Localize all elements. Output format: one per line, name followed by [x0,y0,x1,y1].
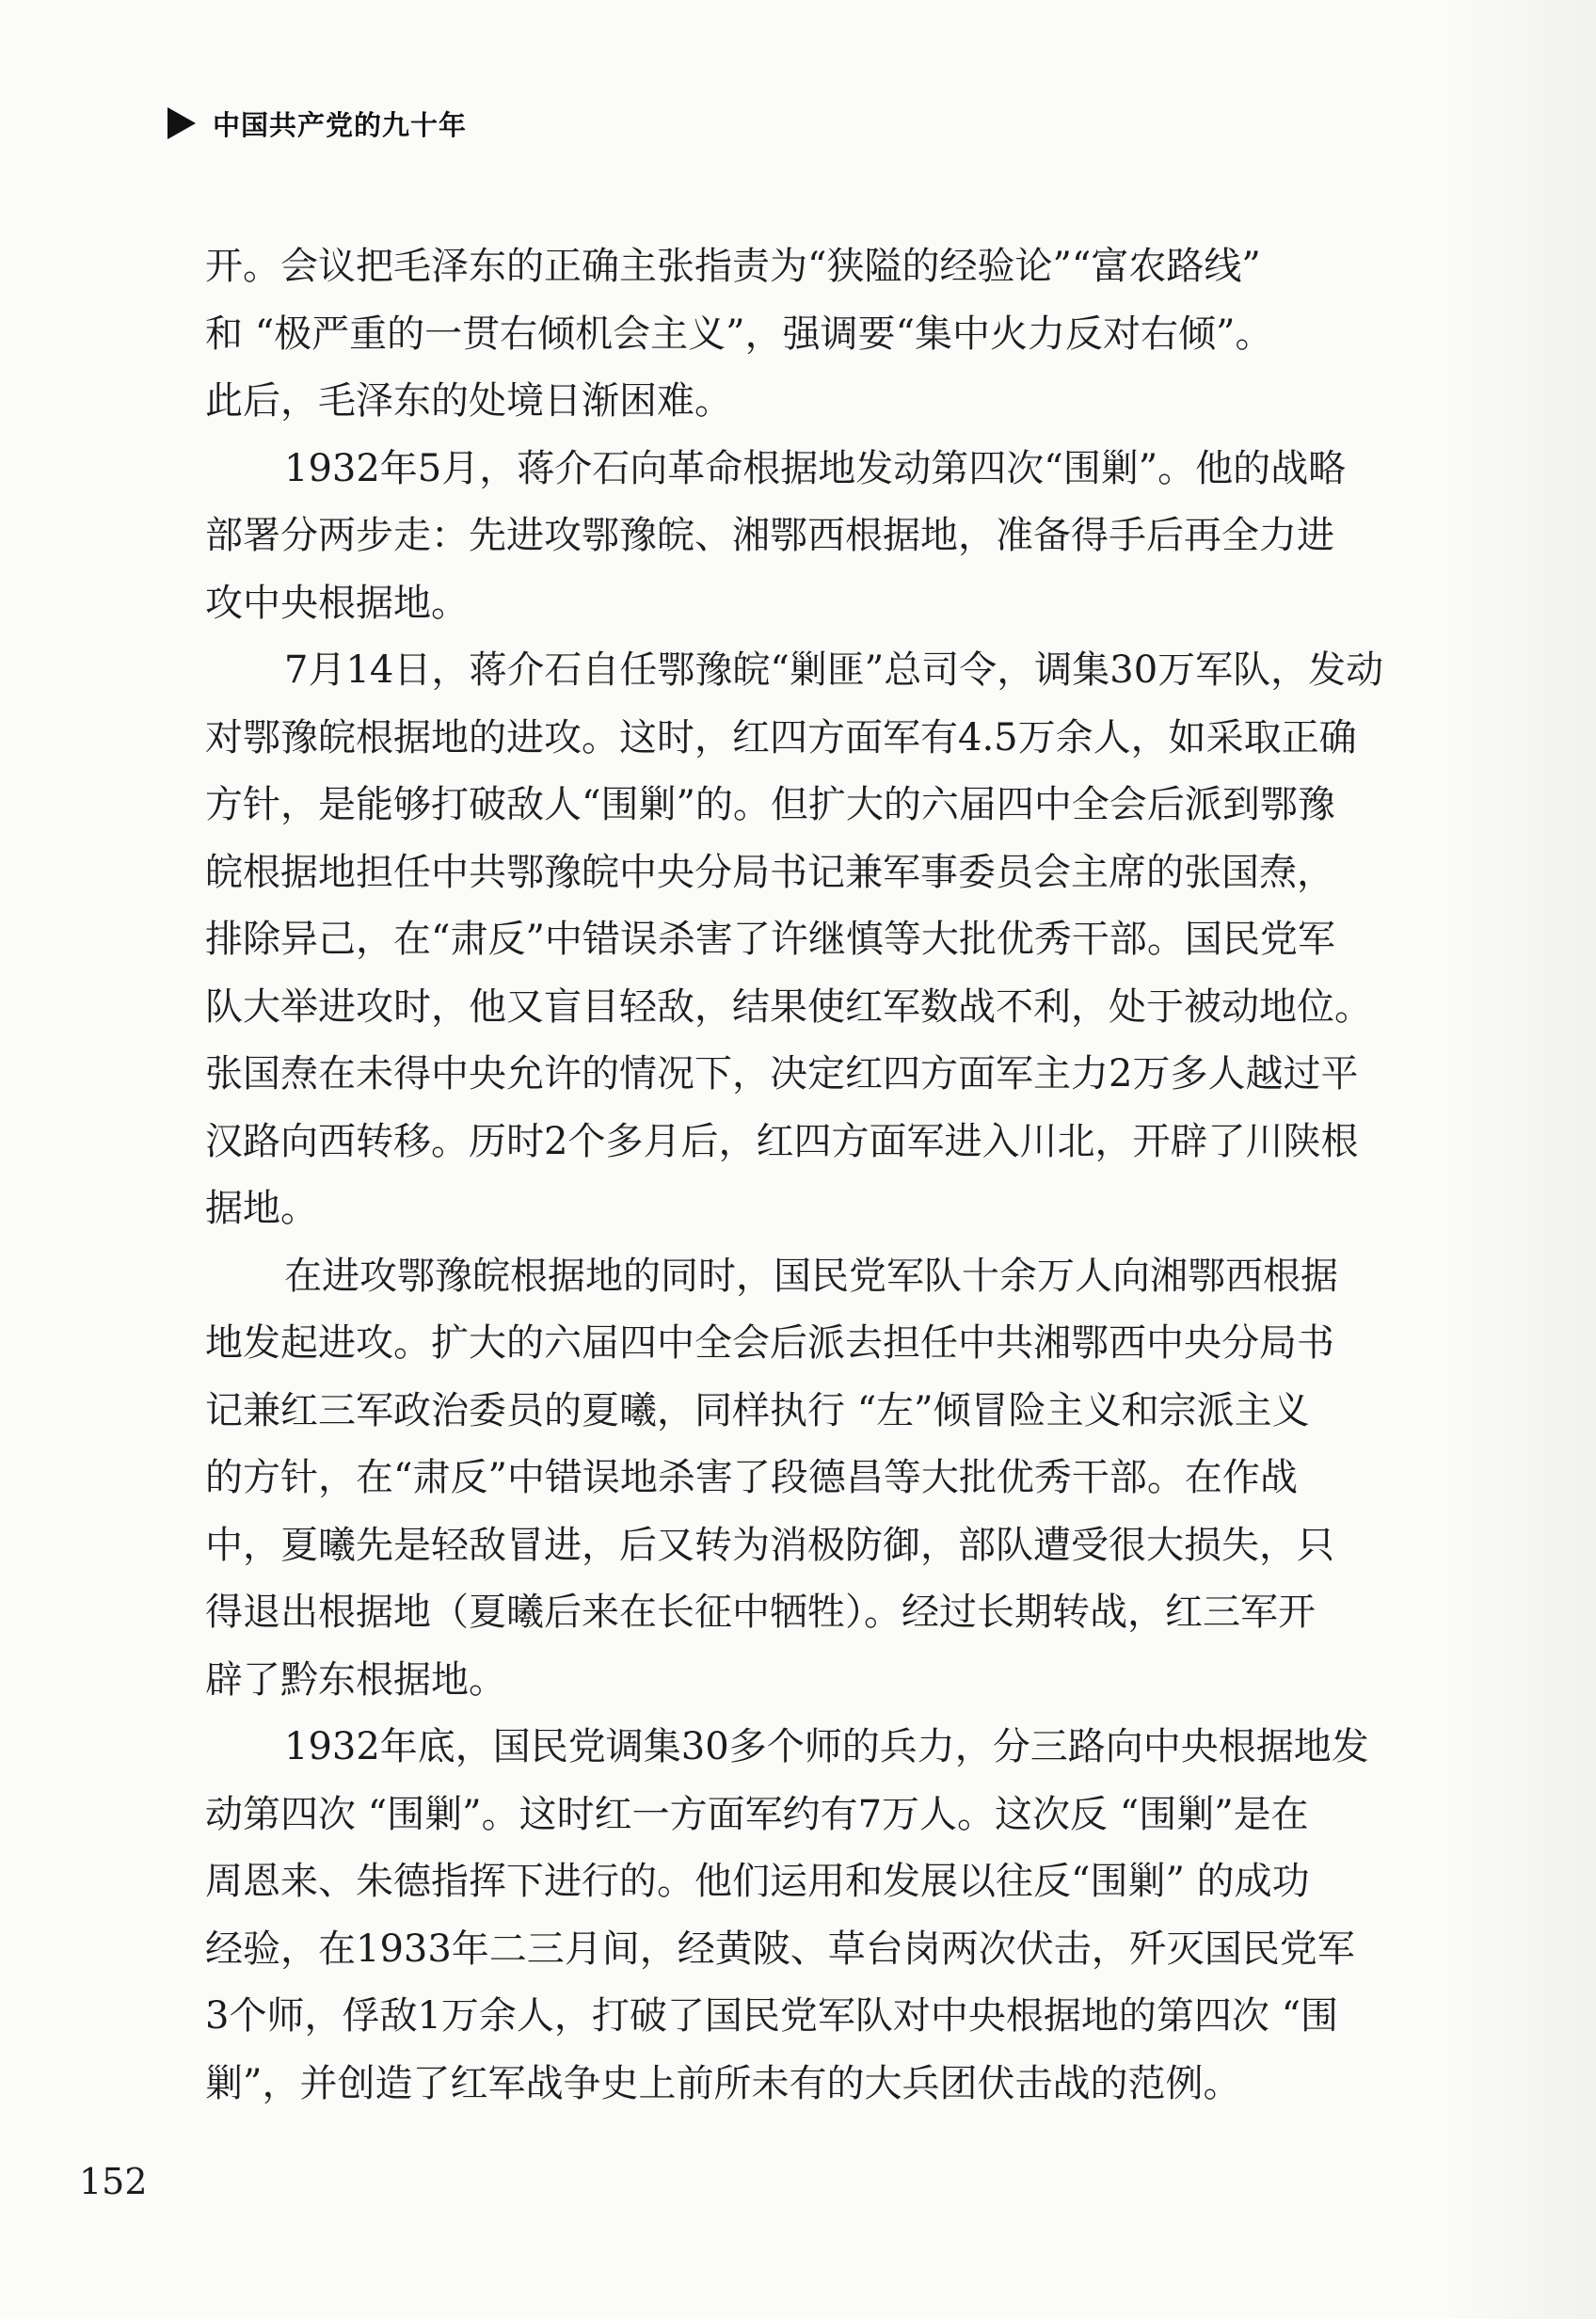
text-line: 得退出根据地（夏曦后来在长征中牺牲）。经过长期转战，红三军开 [205,1591,1316,1634]
running-header-title: 中国共产党的九十年 [213,108,468,141]
text-line: 记兼红三军政治委员的夏曦，同样执行 “左”倾冒险主义和宗派主义 [205,1388,1310,1432]
text-line: 3个师，俘敌1万余人，打破了国民党军队对中央根据地的第四次 “围 [205,1994,1339,2038]
text-line: 队大举进攻时，他又盲目轻敌，结果使红军数战不利，处于被动地位。 [205,984,1372,1029]
text-line: 剿”，并创造了红军战争史上前所未有的大兵团伏击战的范例。 [205,2061,1241,2105]
text-line: 皖根据地担任中共鄂豫皖中央分局书记兼军事委员会主席的张国焘， [205,850,1334,894]
text-line: 在进攻鄂豫皖根据地的同时，国民党军队十余万人向湘鄂西根据 [284,1254,1338,1298]
text-line: 地发起进攻。扩大的六届四中全会后派去担任中共湘鄂西中央分局书 [205,1321,1334,1365]
text-line: 动第四次 “围剿”。这时红一方面军约有7万人。这次反 “围剿”是在 [205,1792,1309,1836]
text-line: 1932年底，国民党调集30多个师的兵力，分三路向中央根据地发 [284,1725,1369,1768]
text-line: 1932年5月，蒋介石向革命根据地发动第四次“围剿”。他的战略 [284,446,1347,490]
text-line: 对鄂豫皖根据地的进攻。这时，红四方面军有4.5万余人，如采取正确 [205,715,1357,760]
text-line: 开。会议把毛泽东的正确主张指责为“狭隘的经验论”“富农路线” [205,245,1261,288]
text-line: 张国焘在未得中央允许的情况下，决定红四方面军主力2万多人越过平 [205,1052,1359,1096]
text-line: 7月14日，蒋介石自任鄂豫皖“剿匪”总司令，调集30万军队，发动 [284,648,1384,692]
text-line: 汉路向西转移。历时2个多月后，红四方面军进入川北，开辟了川陕根 [205,1119,1359,1163]
text-line: 和 “极严重的一贯右倾机会主义”，强调要“集中火力反对右倾”。 [205,312,1273,356]
text-line: 经验，在1933年二三月间，经黄陂、草台岗两次伏击，歼灭国民党军 [205,1927,1355,1971]
page-number: 152 [79,2161,148,2202]
text-line: 周恩来、朱德指挥下进行的。他们运用和发展以往反“围剿” 的成功 [205,1860,1310,1903]
body-text [205,233,1410,2118]
text-line: 排除异己，在“肃反”中错误杀害了许继慎等大批优秀干部。国民党军 [205,918,1335,961]
triangle-marker-icon [168,107,196,139]
text-line: 中，夏曦先是轻敌冒进，后又转为消极防御，部队遭受很大损失，只 [205,1523,1334,1567]
paragraph [205,637,1410,1243]
text-line: 辟了黔东根据地。 [205,1657,506,1702]
paragraph [205,1243,1410,1715]
text-line: 此后，毛泽东的处境日渐困难。 [205,379,732,423]
paragraph [205,233,1410,436]
text-line: 的方针，在“肃反”中错误地杀害了段德昌等大批优秀干部。在作战 [205,1456,1298,1499]
paragraph [205,436,1410,638]
text-line: 部署分两步走：先进攻鄂豫皖、湘鄂西根据地，准备得手后再全力进 [205,514,1334,557]
text-line: 据地。 [205,1187,318,1230]
text-line: 攻中央根据地。 [205,581,469,625]
text-line: 方针，是能够打破敌人“围剿”的。但扩大的六届四中全会后派到鄂豫 [205,783,1335,826]
running-header [168,102,467,145]
paragraph [205,1714,1410,2118]
page-edge-shading [1445,0,1596,2319]
